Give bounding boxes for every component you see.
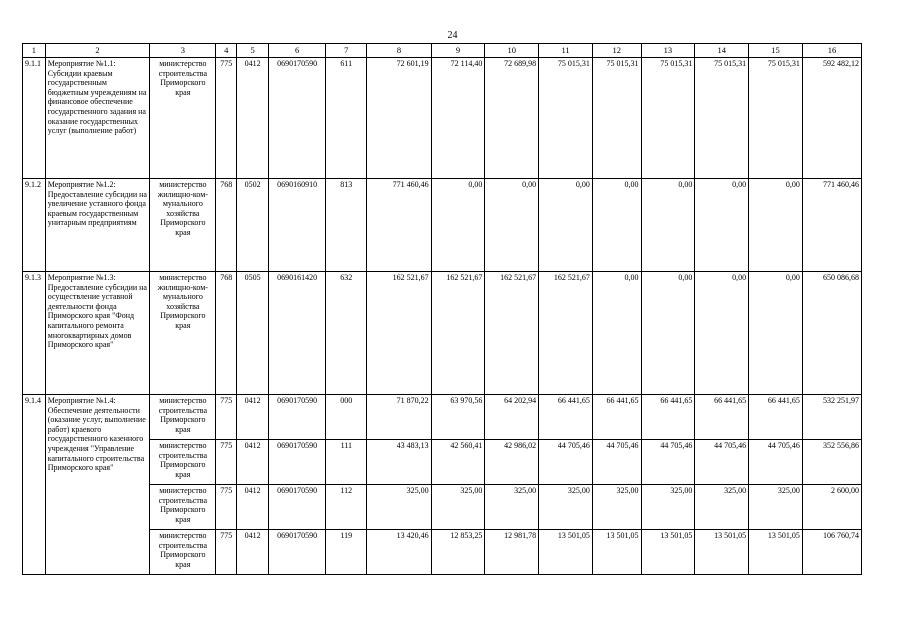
target-code: 0690170590: [269, 485, 326, 530]
header-cell: 12: [592, 44, 641, 58]
table-row: [23, 272, 862, 395]
value-cell: 42 560,41: [431, 440, 485, 485]
value-cell: 75 015,31: [539, 58, 593, 179]
value-cell: 162 521,67: [431, 272, 485, 395]
value-cell: 0,00: [641, 272, 695, 395]
header-cell: 15: [749, 44, 803, 58]
value-cell: 325,00: [749, 485, 803, 530]
header-cell: 14: [695, 44, 749, 58]
executor: министерство строительства Приморского края: [150, 440, 216, 485]
section-code: 0505: [237, 272, 269, 395]
expense-type: 813: [326, 179, 367, 272]
value-cell: 325,00: [431, 485, 485, 530]
section-code: 0412: [237, 440, 269, 485]
value-cell: 75 015,31: [592, 58, 641, 179]
value-cell: 66 441,65: [695, 395, 749, 440]
header-cell: 7: [326, 44, 367, 58]
value-cell: 43 483,13: [367, 440, 431, 485]
expense-type: 111: [326, 440, 367, 485]
section-code: 0412: [237, 58, 269, 179]
value-cell: 71 870,22: [367, 395, 431, 440]
value-cell: 0,00: [749, 179, 803, 272]
header-cell: 9: [431, 44, 485, 58]
value-cell: 325,00: [641, 485, 695, 530]
row-number: 9.1.1: [23, 58, 46, 179]
budget-table: [22, 43, 862, 575]
value-cell: 72 689,98: [485, 58, 539, 179]
value-cell: 162 521,67: [485, 272, 539, 395]
executor: министерство жилищно-ком-мунального хозяйства Приморского края: [150, 179, 216, 272]
target-code: 0690170590: [269, 58, 326, 179]
value-cell: 44 705,46: [641, 440, 695, 485]
expense-type: 112: [326, 485, 367, 530]
target-code: 0690170590: [269, 395, 326, 440]
ministry-code: 768: [216, 272, 237, 395]
value-cell: 44 705,46: [749, 440, 803, 485]
executor: министерство строительства Приморского края: [150, 395, 216, 440]
table-row: [23, 395, 862, 440]
target-code: 0690170590: [269, 530, 326, 575]
total-cell: 106 760,74: [802, 530, 861, 575]
value-cell: 12 853,25: [431, 530, 485, 575]
value-cell: 325,00: [695, 485, 749, 530]
value-cell: 66 441,65: [641, 395, 695, 440]
executor: министерство строительства Приморского края: [150, 485, 216, 530]
executor: министерство строительства Приморского края: [150, 58, 216, 179]
value-cell: 325,00: [539, 485, 593, 530]
value-cell: 72 114,40: [431, 58, 485, 179]
value-cell: 0,00: [641, 179, 695, 272]
value-cell: 66 441,65: [592, 395, 641, 440]
value-cell: 0,00: [695, 272, 749, 395]
total-cell: 771 460,46: [802, 179, 861, 272]
total-cell: 352 556,86: [802, 440, 861, 485]
header-cell: 11: [539, 44, 593, 58]
value-cell: 42 986,02: [485, 440, 539, 485]
ministry-code: 768: [216, 179, 237, 272]
section-code: 0412: [237, 530, 269, 575]
value-cell: 0,00: [749, 272, 803, 395]
value-cell: 325,00: [592, 485, 641, 530]
ministry-code: 775: [216, 485, 237, 530]
value-cell: 771 460,46: [367, 179, 431, 272]
value-cell: 13 501,05: [539, 530, 593, 575]
value-cell: 0,00: [485, 179, 539, 272]
value-cell: 325,00: [367, 485, 431, 530]
value-cell: 162 521,67: [539, 272, 593, 395]
section-code: 0412: [237, 395, 269, 440]
header-cell: 4: [216, 44, 237, 58]
target-code: 0690170590: [269, 440, 326, 485]
expense-type: 611: [326, 58, 367, 179]
value-cell: 12 981,78: [485, 530, 539, 575]
executor: министерство строительства Приморского края: [150, 530, 216, 575]
expense-type: 632: [326, 272, 367, 395]
value-cell: 13 420,46: [367, 530, 431, 575]
value-cell: 44 705,46: [592, 440, 641, 485]
header-cell: 6: [269, 44, 326, 58]
measure-name: Мероприятие №1.3: Предоставление субсидии на осуществление уставной деятельности фонда Приморского края "Фонд капитального ремонта многоквартирных домов Приморского края": [45, 272, 149, 395]
value-cell: 75 015,31: [695, 58, 749, 179]
value-cell: 44 705,46: [695, 440, 749, 485]
row-number: 9.1.4: [23, 395, 46, 575]
value-cell: 0,00: [592, 272, 641, 395]
header-cell: 13: [641, 44, 695, 58]
expense-type: 119: [326, 530, 367, 575]
value-cell: 66 441,65: [539, 395, 593, 440]
header-cell: 2: [45, 44, 149, 58]
value-cell: 13 501,05: [695, 530, 749, 575]
header-row: [23, 44, 862, 58]
header-cell: 5: [237, 44, 269, 58]
measure-name: Мероприятие №1.2: Предоставление субсидии на увеличение уставного фонда краевым государственным унитарным предприятиям: [45, 179, 149, 272]
value-cell: 75 015,31: [749, 58, 803, 179]
measure-name: Мероприятие №1.4: Обеспечение деятельности (оказание услуг, выполнение работ) краевого государственного казенного учреждения "Управление капитального строительства Приморского края": [45, 395, 149, 575]
value-cell: 64 202,94: [485, 395, 539, 440]
total-cell: 650 086,68: [802, 272, 861, 395]
value-cell: 325,00: [485, 485, 539, 530]
ministry-code: 775: [216, 440, 237, 485]
target-code: 0690161420: [269, 272, 326, 395]
table-row: [23, 179, 862, 272]
expense-type: 000: [326, 395, 367, 440]
ministry-code: 775: [216, 58, 237, 179]
header-cell: 3: [150, 44, 216, 58]
target-code: 0690160910: [269, 179, 326, 272]
header-cell: 10: [485, 44, 539, 58]
value-cell: 0,00: [431, 179, 485, 272]
measure-name: Мероприятие №1.1: Субсидии краевым государственным бюджетным учреждениям на финансовое обеспечение государственного задания на оказание государственных услуг (выполнение работ): [45, 58, 149, 179]
table-row: [23, 58, 862, 179]
header-cell: 8: [367, 44, 431, 58]
section-code: 0502: [237, 179, 269, 272]
header-cell: 16: [802, 44, 861, 58]
executor: министерство жилищно-ком-мунального хозяйства Приморского края: [150, 272, 216, 395]
value-cell: 0,00: [539, 179, 593, 272]
value-cell: 75 015,31: [641, 58, 695, 179]
value-cell: 13 501,05: [592, 530, 641, 575]
row-number: 9.1.3: [23, 272, 46, 395]
section-code: 0412: [237, 485, 269, 530]
value-cell: 13 501,05: [749, 530, 803, 575]
value-cell: 13 501,05: [641, 530, 695, 575]
ministry-code: 775: [216, 395, 237, 440]
value-cell: 44 705,46: [539, 440, 593, 485]
ministry-code: 775: [216, 530, 237, 575]
page-number: 24: [447, 30, 458, 41]
value-cell: 0,00: [695, 179, 749, 272]
header-cell: 1: [23, 44, 46, 58]
value-cell: 66 441,65: [749, 395, 803, 440]
value-cell: 63 970,56: [431, 395, 485, 440]
value-cell: 72 601,19: [367, 58, 431, 179]
value-cell: 162 521,67: [367, 272, 431, 395]
row-number: 9.1.2: [23, 179, 46, 272]
value-cell: 0,00: [592, 179, 641, 272]
total-cell: 2 600,00: [802, 485, 861, 530]
total-cell: 592 482,12: [802, 58, 861, 179]
total-cell: 532 251,97: [802, 395, 861, 440]
